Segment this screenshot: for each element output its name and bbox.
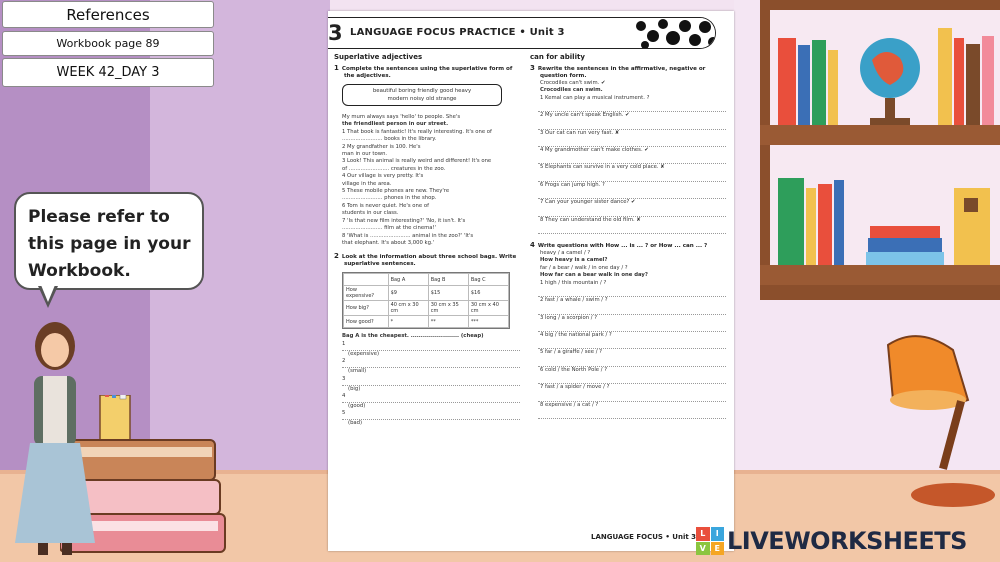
ex4-example: far / a bear / walk / in one day / ? [540, 264, 628, 271]
table-cell [344, 274, 389, 286]
logo-letter: V [696, 542, 710, 556]
section-can-title: can for ability [530, 53, 585, 61]
ex2-prompt: (bad) [348, 420, 363, 427]
ex4-example: How far can a bear walk in one day? [540, 272, 648, 279]
ex1-number: 1 [334, 64, 339, 72]
ex2-instruction [334, 253, 520, 261]
table-cell: * [388, 316, 428, 328]
ex3-item[interactable]: 4 My grandmother can't make clothes. ✔ [540, 147, 649, 154]
references-text: References [66, 5, 150, 24]
ex1-item[interactable]: 5 These mobile phones are new. They're [342, 188, 450, 195]
table-cell: Bag B [428, 274, 468, 286]
teacher-illustration [10, 318, 100, 558]
ex4-item[interactable]: 7 fast / a spider / move / ? [540, 384, 610, 391]
section-superlative-title: Superlative adjectives [334, 53, 423, 61]
ex1-item[interactable]: 2 My grandfather is 100. He's [342, 143, 421, 150]
ex4-item[interactable]: 3 long / a scorpion / ? [540, 314, 598, 321]
desk-lamp-illustration [848, 330, 1000, 510]
unit-number: 3 [328, 21, 343, 45]
speech-bubble [14, 192, 204, 290]
ex2-answer-line[interactable]: 2 [342, 358, 520, 368]
ex4-item[interactable]: 2 fast / a whale / swim / ? [540, 297, 608, 304]
ex1-item[interactable]: of ........................ creatures in the zoo. [342, 165, 446, 172]
ex3-item[interactable]: 7 Can your younger sister dance? ✔ [540, 199, 636, 206]
ex4-answer-line[interactable] [538, 357, 726, 367]
ex3-answer-line[interactable] [538, 120, 726, 130]
table-cell: *** [468, 316, 508, 328]
ex2-answer-line[interactable]: 5 [342, 410, 520, 420]
word-box-line1: beautiful boring friendly good heavy [372, 88, 472, 94]
workbook-page-label [2, 31, 214, 56]
ex3-instruction-line1: Rewrite the sentences in the affirmative, negative or [537, 66, 706, 72]
logo-letter: E [711, 542, 725, 556]
table-cell: 30 cm x 35 cm [428, 301, 468, 316]
ex3-example-line2: Crocodiles can swim. [540, 87, 603, 94]
ex3-item[interactable]: 6 Frogs can jump high. ? [540, 181, 605, 188]
ex4-answer-line[interactable] [538, 322, 726, 332]
table-cell: Bag A [388, 274, 428, 286]
ex4-answer-line[interactable] [538, 339, 726, 349]
ex4-answer-line[interactable] [538, 287, 726, 297]
ex4-item[interactable]: 1 high / this mountain / ? [540, 279, 607, 286]
liveworksheets-watermark[interactable] [696, 524, 1000, 558]
ex4-answer-line[interactable] [538, 392, 726, 402]
bubble-line-2: this page in your [28, 234, 191, 254]
ex2-answer-line[interactable]: 3 [342, 376, 520, 386]
ex1-example-line1: My mum always says 'hello' to people. She's [342, 114, 461, 120]
table-cell: ** [428, 316, 468, 328]
ex1-items [334, 129, 520, 248]
ex2-prompts [334, 341, 520, 428]
ex3-item[interactable]: 3 Our cat can run very fast. ✘ [540, 129, 620, 136]
ex3-answer-line[interactable] [538, 207, 726, 217]
ex1-item[interactable]: ........................ phones in the shop. [342, 195, 437, 202]
liveworksheets-text: LIVEWORKSHEETS [727, 527, 967, 555]
bubble-line-3: Workbook. [28, 261, 131, 281]
speech-bubble-tail-fill [41, 285, 55, 302]
ex3-instruction-line2: question form. [540, 73, 587, 79]
ex1-instruction-line1: Complete the sentences using the superlative form of [341, 66, 513, 72]
ex2-number: 2 [334, 252, 339, 261]
ex1-example-line2: the friendliest person in our street. [342, 121, 449, 128]
ex4-example: heavy / a camel / ? [540, 250, 591, 257]
workbook-page-text: Workbook page 89 [56, 37, 160, 50]
workbook-page [328, 11, 734, 551]
ex3-answer-line[interactable] [538, 137, 726, 147]
ex3-item[interactable]: 2 My uncle can't speak English. ✔ [540, 112, 630, 119]
ex1-item[interactable]: man in our town. [342, 151, 388, 158]
ex1-item[interactable]: 3 Look! This animal is really weird and different! It's one [342, 158, 492, 165]
ex4-example: How heavy is a camel? [540, 257, 608, 264]
ex3-answer-line[interactable] [538, 172, 726, 182]
table-cell: How good? [344, 316, 389, 328]
ex1-item[interactable]: ........................ film at the cinema!' [342, 225, 437, 232]
ex3-number: 3 [530, 64, 535, 72]
ex1-item[interactable]: students in our class. [342, 210, 399, 217]
ex2-prompt: (big) [348, 385, 361, 392]
ex1-item[interactable]: 4 Our village is very pretty. It's [342, 173, 424, 180]
ex4-item[interactable]: 8 expensive / a cat / ? [540, 401, 599, 408]
ex2-instruction-line2: superlative sentences. [344, 261, 416, 268]
table-row [344, 316, 509, 328]
liveworksheets-logo-icon [696, 527, 724, 555]
ex2-prompt: (expensive) [348, 350, 380, 357]
logo-letter: I [711, 527, 725, 541]
ex1-instruction [334, 65, 520, 73]
ex4-answer-line[interactable] [538, 305, 726, 315]
ex1-item[interactable]: 7 'Is that new film interesting?' 'No, it isn't. It's [342, 217, 466, 224]
dots-decoration [633, 18, 715, 48]
table-row [344, 301, 509, 316]
ex1-item[interactable]: 8 'What is ........................ animal in the zoo?' 'It's [342, 232, 474, 239]
ex1-instruction-line2: the adjectives. [344, 73, 391, 79]
ex4-items [530, 280, 726, 419]
ex4-answer-line[interactable] [538, 374, 726, 384]
ex3-answer-line[interactable] [538, 102, 726, 112]
table-cell: How big? [344, 301, 389, 316]
ex2-answer-line[interactable]: 1 [342, 341, 520, 351]
logo-letter: L [696, 527, 710, 541]
table-cell: 30 cm x 40 cm [468, 301, 508, 316]
ex1-item[interactable]: ........................ books in the library. [342, 136, 437, 143]
worksheet-footer: LANGUAGE FOCUS • Unit 3 [591, 533, 696, 541]
ex2-example: Bag A is the cheapest. ........................ (cheap) [342, 333, 484, 340]
ex3-instruction [530, 65, 726, 73]
right-column [530, 53, 726, 419]
table-header-row [344, 274, 509, 286]
left-column [334, 53, 520, 428]
table-cell: 40 cm x 30 cm [388, 301, 428, 316]
ex1-item[interactable]: village in the area. [342, 180, 392, 187]
ex4-instruction-text: Write questions with How ... is ... ? or How ... can ... ? [537, 243, 708, 250]
ex1-item[interactable]: 6 Tom is never quiet. He's one of [342, 202, 429, 209]
ex1-item[interactable]: 1 That book is fantastic! It's really interesting. It's one of [342, 128, 492, 135]
ex3-answer-line[interactable] [538, 189, 726, 199]
ex4-answer-line[interactable] [538, 409, 726, 419]
bubble-line-1: Please refer to [28, 207, 170, 227]
ex3-answer-line[interactable] [538, 224, 726, 234]
table-row [344, 286, 509, 301]
word-box-line2: modern noisy old strange [387, 96, 457, 102]
week-day-label [2, 58, 214, 87]
table-cell: $16 [468, 286, 508, 301]
ex1-word-box [342, 84, 502, 106]
ex4-item[interactable]: 4 big / the national park / ? [540, 331, 612, 338]
bookshelf-illustration [760, 0, 1000, 300]
ex1-item[interactable]: that elephant. It's about 3,000 kg.' [342, 239, 435, 246]
ex4-item[interactable]: 5 far / a giraffe / see / ? [540, 349, 602, 356]
ex3-item[interactable]: 1 Kemal can play a musical instrument. ? [540, 94, 650, 101]
ex2-instruction-line1: Look at the information about three school bags. Write [341, 254, 517, 261]
ex3-example-line1: Crocodiles can't swim. ✔ [540, 80, 606, 86]
ex3-answer-line[interactable] [538, 154, 726, 164]
school-bags-table [342, 272, 510, 329]
references-label [2, 1, 214, 28]
ex3-items [530, 95, 726, 234]
table-cell: $15 [428, 286, 468, 301]
ex2-prompt: (small) [348, 368, 367, 375]
table-cell: How expensive? [344, 286, 389, 301]
ex2-answer-line[interactable]: 4 [342, 393, 520, 403]
table-cell: $9 [388, 286, 428, 301]
ex4-number: 4 [530, 241, 535, 250]
week-day-text: WEEK 42_DAY 3 [56, 65, 160, 80]
ex4-instruction [530, 242, 726, 250]
worksheet-title: LANGUAGE FOCUS PRACTICE • Unit 3 [350, 27, 565, 38]
table-cell: Bag C [468, 274, 508, 286]
ex4-item[interactable]: 6 cold / the North Pole / ? [540, 366, 608, 373]
ex3-item[interactable]: 8 They can understand the old film. ✘ [540, 216, 641, 223]
ex2-prompt: (good) [348, 402, 366, 409]
worksheet-header [328, 17, 716, 49]
ex3-item[interactable]: 5 Elephants can survive in a very cold place. ✘ [540, 164, 665, 171]
